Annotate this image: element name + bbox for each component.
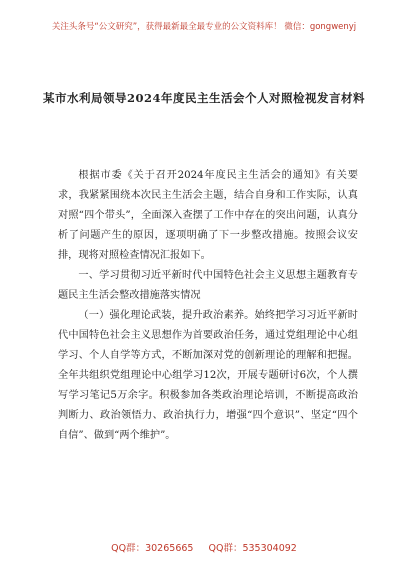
footer-contact — [0, 540, 408, 554]
subsection-paragraph: （一）强化理论武装，提升政治素养。始终把学习习近平新时代中国特色社会主义思想作为首要政治任务，通过党组理论中心组学习、个人自学等方式，不断加深对党的创新理论的理解和把握。全年共组织党组理论中心组学习12次，开展专题研讨6次，个人撰写学习笔记5万余字。积极参加各类政治理论培训，不断提高政治判断力、政治领悟力、政治执行力，增强“四个意识”、坚定“四个自信”、做到“两个维护”。 — [58, 310, 358, 441]
footer-qq-group-1: QQ群：30265665 — [111, 543, 194, 554]
document-body — [58, 166, 358, 446]
section-heading: 一、学习贯彻习近平新时代中国特色社会主义思想主题教育专题民主生活会整改措施落实情况 — [58, 270, 358, 301]
footer-qq-group-2: QQ群：535304092 — [208, 543, 297, 554]
document-title: 某市水利局领导2024年度民主生活会个人对照检视发言材料 — [42, 91, 365, 105]
header-promo-note: 关注头条号“公文研究”，获得最新最全最专业的公文资料库！ 微信：gongwenyj — [51, 22, 357, 32]
intro-paragraph: 根据市委《关于召开2024年度民主生活会的通知》有关要求，我紧紧围绕本次民主生活会主题，结合自身和工作实际，认真对照“四个带头”，全面深入查摆了工作中存在的突出问题，认真分析了问题产生的原因，逐项明确了下一步整改措施。按照会议安排，现将对照检查情况汇报如下。 — [58, 170, 358, 261]
